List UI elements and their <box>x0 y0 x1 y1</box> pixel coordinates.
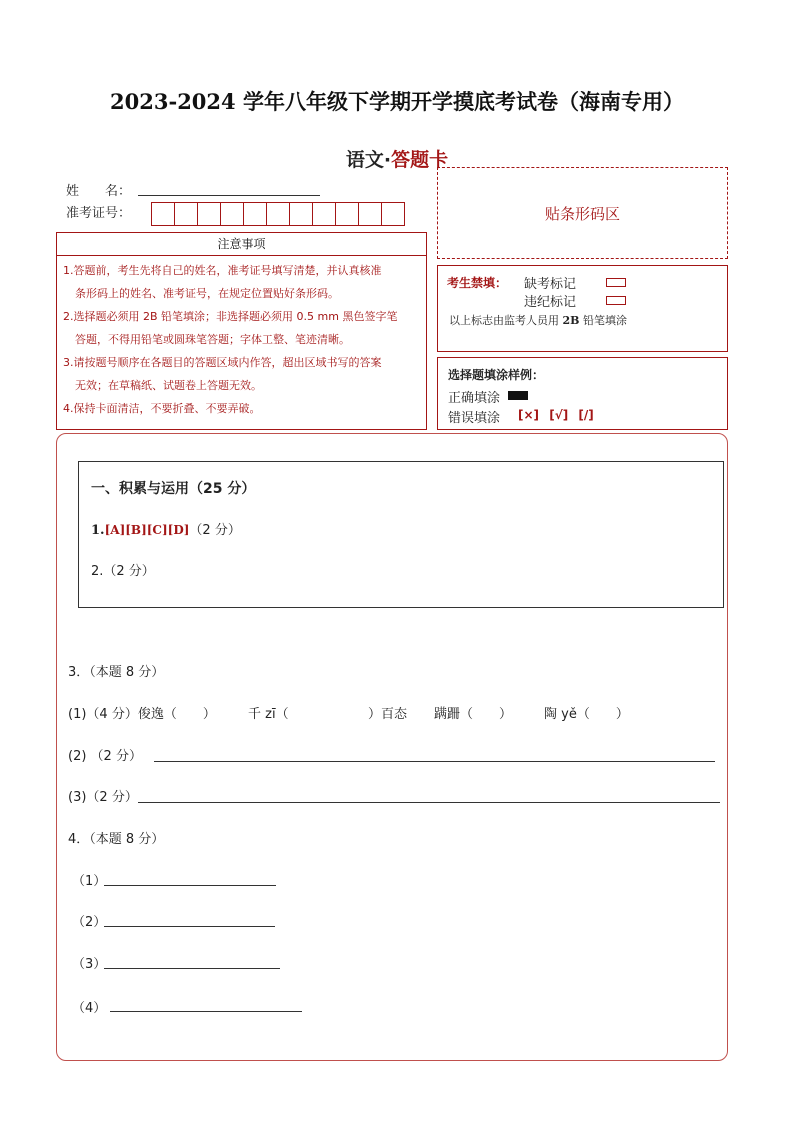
subtitle-card: 答题卡 <box>391 149 449 171</box>
notice-item-2 <box>63 305 421 351</box>
wrong-fill-samples <box>518 408 594 422</box>
exam-id-digit-box[interactable] <box>312 202 336 226</box>
proctor-note <box>449 312 627 328</box>
q3-part2-line[interactable] <box>154 761 715 762</box>
violation-label: 违纪标记 <box>524 295 577 310</box>
violation-mark-box[interactable] <box>606 296 626 305</box>
q1-option-c[interactable]: [C] <box>146 523 168 537</box>
notice-heading: 注意事项 <box>57 233 426 256</box>
notice-box <box>56 232 427 430</box>
absent-label: 缺考标记 <box>524 277 577 292</box>
section-1-box <box>78 461 724 608</box>
notice-text: 答题前，考生先将自己的姓名，准考证号填写清楚，并认真核准 <box>73 264 382 277</box>
q1-number: 1. <box>91 523 105 538</box>
q1-option-d[interactable]: [D] <box>167 523 190 537</box>
absent-mark-box[interactable] <box>606 278 626 287</box>
wrong-mark: [√] <box>549 408 569 422</box>
notice-num: 2. <box>63 310 74 323</box>
q3-part1-label: (1)（4 分）俊逸（ ） <box>68 707 216 722</box>
name-field[interactable] <box>138 195 320 196</box>
exam-id-digit-box[interactable] <box>335 202 359 226</box>
correct-fill-label: 正确填涂 <box>448 391 501 406</box>
q4-item-3-line[interactable] <box>104 968 280 969</box>
section-1-heading: 一、积累与运用（25 分） <box>91 481 256 497</box>
wrong-mark: [/] <box>578 408 594 422</box>
page-title: 2023-2024 学年八年级下学期开学摸底考试卷（海南专用） <box>110 89 684 114</box>
q4-item-1-label: （1） <box>72 874 107 889</box>
notice-item-1 <box>63 259 421 305</box>
q4-item-2-label: （2） <box>72 915 107 930</box>
exam-id-digit-box[interactable] <box>358 202 382 226</box>
q2-label: 2.（2 分） <box>91 564 155 579</box>
notice-item-4 <box>63 397 421 420</box>
q3-heading: 3．（本题 8 分） <box>68 665 165 680</box>
notice-num: 3. <box>63 356 74 369</box>
exam-id-digit-box[interactable] <box>289 202 313 226</box>
q1-option-b[interactable]: [B] <box>125 523 147 537</box>
notice-text: 选择题必须用 2B 铅笔填涂；非选择题必须用 0.5 mm 黑色签字笔 <box>73 310 398 323</box>
notice-text: 请按题号顺序在各题目的答题区域内作答，超出区域书写的答案 <box>73 356 382 369</box>
notice-num: 1. <box>63 264 74 277</box>
exam-id-digit-box[interactable] <box>151 202 175 226</box>
q3-part1-d: 蹒跚（ ） <box>434 707 513 722</box>
proctor-note-text: 以上标志由监考人员用 <box>449 314 563 327</box>
q3-part1-b: 千 zī（ <box>248 707 289 722</box>
exam-id-digit-box[interactable] <box>243 202 267 226</box>
exam-id-label: 准考证号： <box>66 206 132 221</box>
q4-item-4-label: （4） <box>72 1001 107 1016</box>
q4-item-3-label: （3） <box>72 957 107 972</box>
exam-id-digit-box[interactable] <box>381 202 405 226</box>
exam-id-digit-box[interactable] <box>174 202 198 226</box>
q1-row <box>91 519 241 538</box>
fill-sample-box <box>437 357 728 430</box>
name-label: 姓 名： <box>66 184 132 199</box>
q1-option-a[interactable]: [A] <box>104 523 126 537</box>
notice-text-cont: 答题，不得用铅笔或圆珠笔答题；字体工整、笔迹清晰。 <box>75 333 350 346</box>
proctor-note-bold: 2B <box>562 314 580 327</box>
proctor-box <box>437 265 728 352</box>
exam-id-boxes[interactable] <box>151 202 404 226</box>
barcode-area: 贴条形码区 <box>437 167 728 259</box>
q3-part3-line[interactable] <box>138 802 720 803</box>
notice-text-cont: 无效；在草稿纸、试题卷上答题无效。 <box>75 379 262 392</box>
q3-part1-c: ）百态 <box>368 707 408 722</box>
wrong-fill-label: 错误填涂 <box>448 411 501 426</box>
notice-text-cont: 条形码上的姓名、准考证号，在规定位置贴好条形码。 <box>75 287 339 300</box>
notice-item-3 <box>63 351 421 397</box>
exam-id-digit-box[interactable] <box>266 202 290 226</box>
exam-id-digit-box[interactable] <box>220 202 244 226</box>
q4-item-1-line[interactable] <box>104 885 276 886</box>
exam-id-digit-box[interactable] <box>197 202 221 226</box>
wrong-mark: [×] <box>518 408 540 422</box>
notice-text: 保持卡面清洁，不要折叠、不要弄破。 <box>73 402 261 415</box>
q4-heading: 4．（本题 8 分） <box>68 832 165 847</box>
notice-num: 4. <box>63 402 74 415</box>
q3-part2-label: (2) （2 分） <box>68 749 142 764</box>
q4-item-4-line[interactable] <box>110 1011 302 1012</box>
q1-score: （2 分） <box>189 523 241 538</box>
proctor-note-text: 铅笔填涂 <box>579 314 627 327</box>
q3-part3-label: (3)（2 分） <box>68 790 138 805</box>
subtitle-subject: 语文· <box>345 149 392 171</box>
correct-fill-sample <box>508 391 528 400</box>
q4-item-2-line[interactable] <box>104 926 275 927</box>
fill-sample-heading: 选择题填涂样例： <box>448 368 545 382</box>
q3-part1-e: 陶 yě（ ） <box>544 707 629 722</box>
proctor-label: 考生禁填： <box>447 276 508 290</box>
